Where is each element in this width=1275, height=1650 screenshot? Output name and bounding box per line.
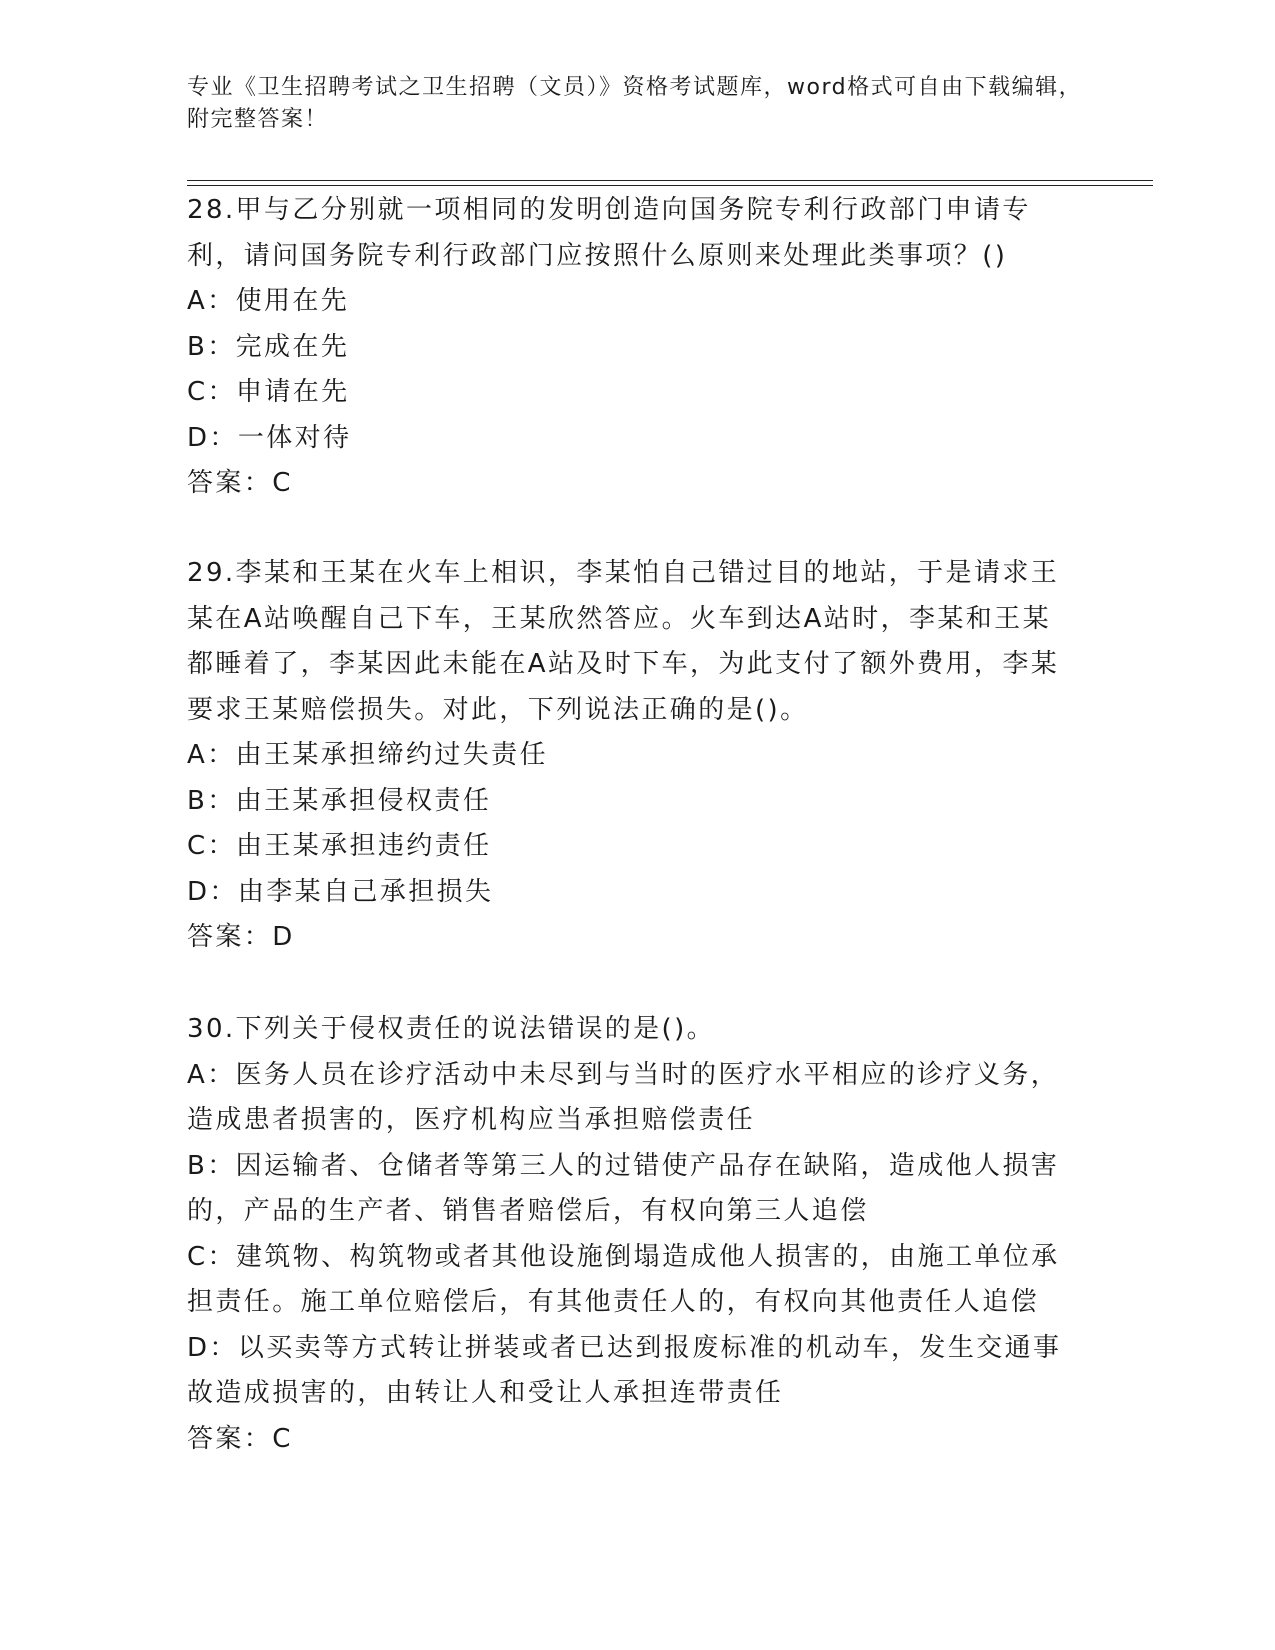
option-d: D：以买卖等方式转让拼装或者已达到报废标准的机动车，发生交通事故造成损害的，由转让人和受让人承担连带责任	[187, 1332, 1062, 1408]
option-b: B：因运输者、仓储者等第三人的过错使产品存在缺陷，造成他人损害的，产品的生产者、销售者赔偿后，有权向第三人追偿	[187, 1150, 1060, 1226]
question-29	[187, 551, 1077, 961]
answer: 答案：C	[187, 468, 293, 498]
answer: 答案：D	[187, 922, 295, 952]
option-c: C：申请在先	[187, 377, 350, 407]
option-b: B：完成在先	[187, 331, 350, 362]
option-a: A：医务人员在诊疗活动中未尽到与当时的医疗水平相应的诊疗义务，造成患者损害的，医疗机构应当承担赔偿责任	[187, 1059, 1060, 1135]
answer: 答案：C	[187, 1423, 293, 1454]
option-b: B：由王某承担侵权责任	[187, 785, 492, 816]
question-28	[187, 188, 1077, 507]
option-c: C：由王某承担违约责任	[187, 831, 492, 861]
question-stem: 29.李某和王某在火车上相识，李某怕自己错过目的地站，于是请求王某在A站唤醒自己下车，王某欣然答应。火车到达A站时，李某和王某都睡着了，李某因此未能在A站及时下车，为此支付了额外费用，李某要求王某赔偿损失。对此，下列说法正确的是()。	[187, 558, 1060, 725]
option-d: D：一体对待	[187, 422, 352, 453]
document-header: 专业《卫生招聘考试之卫生招聘（文员）》资格考试题库，word格式可自由下载编辑，附完整答案！	[187, 75, 1083, 132]
question-stem: 28.甲与乙分别就一项相同的发明创造向国务院专利行政部门申请专利，请问国务院专利行政部门应按照什么原则来处理此类事项？()	[187, 195, 1031, 271]
question-30	[187, 1007, 1077, 1462]
option-a: A：由王某承担缔约过失责任	[187, 740, 548, 770]
header-divider-bottom	[187, 185, 1153, 186]
option-c: C：建筑物、构筑物或者其他设施倒塌造成他人损害的，由施工单位承担责任。施工单位赔偿后，有其他责任人的，有权向其他责任人追偿	[187, 1241, 1060, 1317]
question-stem: 30.下列关于侵权责任的说法错误的是()。	[187, 1014, 716, 1044]
header-divider-top	[187, 180, 1153, 181]
option-a: A：使用在先	[187, 286, 350, 316]
option-d: D：由李某自己承担损失	[187, 876, 494, 907]
